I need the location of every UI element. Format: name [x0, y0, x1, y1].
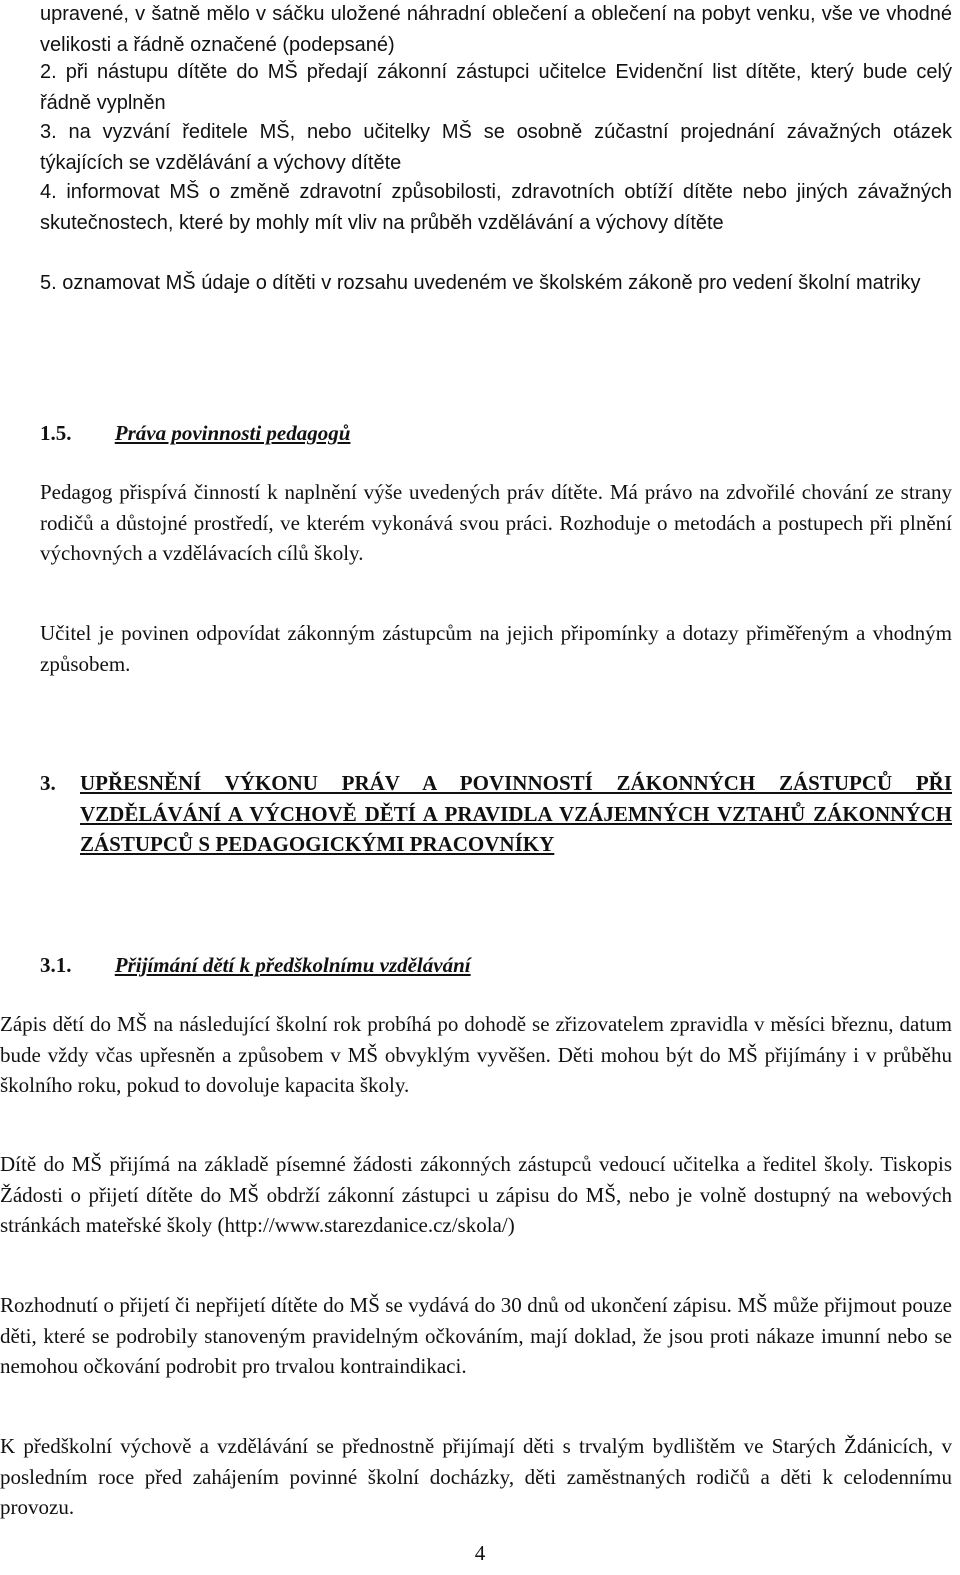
paragraph: Učitel je povinen odpovídat zákonným zástupcům na jejich připomínky a dotazy přiměřeným a vhodným způsobem.	[40, 621, 952, 676]
list-item-text: na vyzvání ředitele MŠ, nebo učitelky MŠ se osobně zúčastní projednání závažných otázek týkajících se vzdělávání a výchovy dítěte	[40, 121, 952, 174]
chapter-title: UPŘESNĚNÍ VÝKONU PRÁV A POVINNOSTÍ ZÁKONNÝCH ZÁSTUPCŮ PŘI VZDĚLÁVÁNÍ A VÝCHOVĚ DĚTÍ A PRAVIDLA VZÁJEMNÝCH VZTAHŮ ZÁKONNÝCH ZÁSTUPCŮ S PEDAGOGICKÝMI PRACOVNÍKY	[80, 771, 952, 856]
section-number: 3.1.	[40, 953, 72, 977]
paragraph: Pedagog přispívá činností k naplnění výše uvedených práv dítěte. Má právo na zdvořilé chování ze strany rodičů a důstojné prostředí, ve kterém vykonává svou práci. Rozhoduje o metodách a postupech při plnění výchovných a vzdělávacích cílů školy.	[40, 480, 952, 565]
paragraph: Dítě do MŠ přijímá na základě písemné žádosti zákonných zástupců vedoucí učitelka a ředitel školy. Tiskopis Žádosti o přijetí dítěte do MŠ obdrží zákonní zástupci u zápisu do MŠ, nebo je volně dostupný na webových stránkách mateřské školy (http://www.starezdanice.cz/skola/)	[0, 1152, 952, 1237]
section-title: Práva povinnosti pedagogů	[114, 421, 351, 445]
section-number: 1.5.	[40, 421, 72, 445]
list-item-number: 5.	[40, 272, 57, 294]
list-item-text: při nástupu dítěte do MŠ předají zákonní zástupci učitelce Evidenční list dítěte, který bude celý řádně vyplněn	[40, 61, 952, 114]
list-continuation: upravené, v šatně mělo v sáčku uložené náhradní oblečení a oblečení na pobyt venku, vše ve vhodné velikosti a řádně označené (podepsané)	[40, 3, 952, 56]
paragraph: Rozhodnutí o přijetí či nepřijetí dítěte do MŠ se vydává do 30 dnů od ukončení zápisu. MŠ může přijmout pouze děti, které se podrobily stanoveným pravidelným očkováním, mají doklad, že jsou proti nákaze imunní nebo se nemohou očkování podrobit pro trvalou kontraindikaci.	[0, 1293, 952, 1378]
list-item-3	[40, 117, 952, 178]
list-item-4	[40, 177, 952, 238]
list-item-number: 2.	[40, 61, 57, 83]
section-heading-3-1	[40, 950, 940, 981]
list-item-text: informovat MŠ o změně zdravotní způsobilosti, zdravotních obtíží dítěte nebo jiných závažných skutečnostech, které by mohly mít vliv na průběh vzdělávání a výchovy dítěte	[40, 181, 952, 234]
page-number: 4	[474, 1541, 486, 1565]
section-heading-1-5	[40, 418, 940, 449]
list-item-number: 4.	[40, 181, 57, 203]
paragraph: Zápis dětí do MŠ na následující školní rok probíhá po dohodě se zřizovatelem zpravidla v měsíci březnu, datum bude vždy včas upřesněn a způsobem v MŠ obvyklým vyvěšen. Děti mohou být do MŠ přijímány i v průběhu školního roku, pokud to dovoluje kapacita školy.	[0, 1012, 952, 1097]
list-item-5	[40, 268, 952, 299]
section-title: Přijímání dětí k předškolnímu vzdělávání	[114, 953, 471, 977]
chapter-number: 3.	[40, 771, 56, 795]
list-item-2	[40, 57, 952, 118]
list-item-number: 3.	[40, 121, 57, 143]
list-item-text: oznamovat MŠ údaje o dítěti v rozsahu uvedeném ve školském zákoně pro vedení školní matriky	[62, 272, 921, 294]
paragraph: K předškolní výchově a vzdělávání se přednostně přijímají děti s trvalým bydlištěm ve Starých Ždánicích, v posledním roce před zahájením povinné školní docházky, děti zaměstnaných rodičů a děti k celodennímu provozu.	[0, 1434, 952, 1519]
